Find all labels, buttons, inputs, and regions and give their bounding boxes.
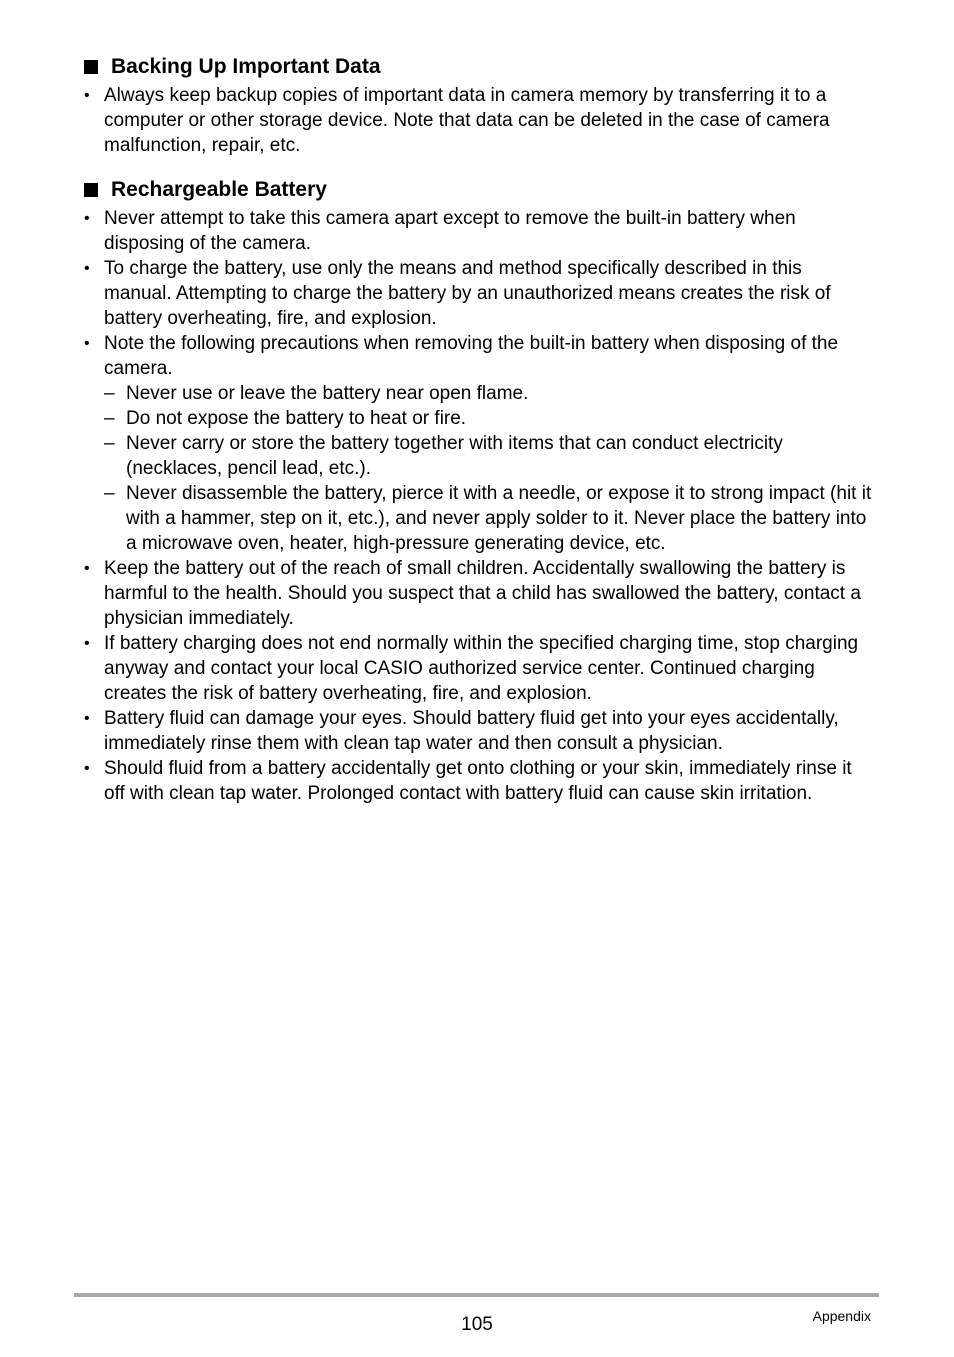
bullet-icon: • <box>84 260 90 277</box>
section-heading-text: Backing Up Important Data <box>111 55 381 78</box>
sub-list-item <box>104 381 874 406</box>
list-item-text: Note the following precautions when removing the built-in battery when disposing of the camera. <box>104 333 839 379</box>
page-content <box>84 53 874 806</box>
section-heading-text: Rechargeable Battery <box>111 178 327 201</box>
list-item <box>84 83 874 158</box>
bullet-icon: • <box>84 335 90 352</box>
list-item-text: Battery fluid can damage your eyes. Should battery fluid get into your eyes accidentally, immediately rinse them with clean tap water and then consult a physician. <box>104 708 839 754</box>
bullet-icon: • <box>84 635 90 652</box>
section-backing-up-data <box>84 53 874 158</box>
bullet-icon: • <box>84 87 90 104</box>
bullet-icon: • <box>84 210 90 227</box>
section-heading <box>84 176 874 204</box>
bullet-icon: • <box>84 560 90 577</box>
list-item-text: Should fluid from a battery accidentally get onto clothing or your skin, immediately rinse it off with clean tap water. Prolonged contact with battery fluid can cause skin irritation. <box>104 758 852 804</box>
bullet-icon: • <box>84 760 90 777</box>
square-bullet-icon <box>84 183 98 197</box>
list-item <box>84 706 874 756</box>
sub-list <box>104 381 874 556</box>
section-label: Appendix <box>812 1308 871 1324</box>
bullet-list <box>84 83 874 158</box>
sub-list-item <box>104 406 874 431</box>
list-item-text: Always keep backup copies of important data in camera memory by transferring it to a computer or other storage device. Note that data can be deleted in the case of camera malfunction, repair, etc. <box>104 85 830 156</box>
dash-icon: – <box>104 483 115 504</box>
list-item-text: If battery charging does not end normally within the specified charging time, stop charging anyway and contact your local CASIO authorized service center. Continued charging creates the risk of battery overheating, fire, and explosion. <box>104 633 859 704</box>
list-item-text: To charge the battery, use only the means and method specifically described in this manual. Attempting to charge the battery by an unauthorized means creates the risk of battery overheating, fire, and explosion. <box>104 258 831 329</box>
sub-list-item-text: Do not expose the battery to heat or fire. <box>126 408 467 429</box>
list-item <box>84 756 874 806</box>
section-rechargeable-battery <box>84 176 874 806</box>
footer-divider <box>74 1293 879 1297</box>
sub-list-item <box>104 481 874 556</box>
dash-icon: – <box>104 383 115 404</box>
square-bullet-icon <box>84 60 98 74</box>
list-item <box>84 331 874 556</box>
bullet-icon: • <box>84 710 90 727</box>
sub-list-item-text: Never use or leave the battery near open flame. <box>126 383 529 404</box>
sub-list-item-text: Never disassemble the battery, pierce it with a needle, or expose it to strong impact (hit it with a hammer, step on it, etc.), and never apply solder to it. Never place the battery into a microwave oven, heater, high-pressure generating device, etc. <box>126 483 872 554</box>
list-item-text: Keep the battery out of the reach of small children. Accidentally swallowing the battery is harmful to the health. Should you suspect that a child has swallowed the battery, contact a physician immediately. <box>104 558 861 629</box>
page-number: 105 <box>461 1314 493 1335</box>
dash-icon: – <box>104 433 115 454</box>
list-item <box>84 256 874 331</box>
list-item <box>84 556 874 631</box>
sub-list-item-text: Never carry or store the battery together with items that can conduct electricity (necklaces, pencil lead, etc.). <box>126 433 783 479</box>
list-item-text: Never attempt to take this camera apart except to remove the built-in battery when disposing of the camera. <box>104 208 796 254</box>
list-item <box>84 206 874 256</box>
sub-list-item <box>104 431 874 481</box>
section-heading <box>84 53 874 81</box>
bullet-list <box>84 206 874 806</box>
dash-icon: – <box>104 408 115 429</box>
list-item <box>84 631 874 706</box>
